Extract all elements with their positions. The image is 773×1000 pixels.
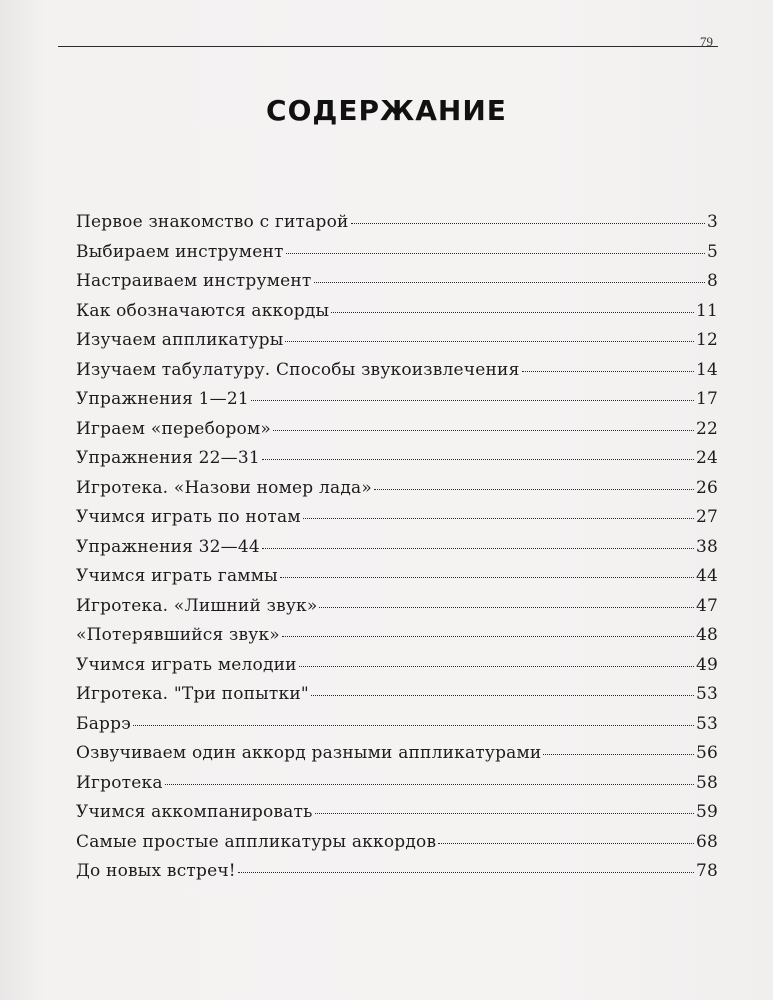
toc-entry-title: Учимся играть по нотам xyxy=(76,507,301,527)
toc-entry xyxy=(76,773,718,803)
toc-entry-page: 17 xyxy=(695,389,718,409)
toc-dot-leader xyxy=(314,282,705,283)
toc-entry xyxy=(76,832,718,862)
toc-entry-title: Учимся играть мелодии xyxy=(76,654,297,675)
toc-dot-leader xyxy=(319,607,693,608)
toc-entry xyxy=(76,330,718,360)
toc-entry xyxy=(76,507,718,537)
toc-dot-leader xyxy=(543,754,693,755)
toc-entry-page: 78 xyxy=(695,861,718,881)
toc-entry xyxy=(76,743,718,773)
toc-entry-title: Самые простые аппликатуры аккордов xyxy=(76,831,437,852)
toc-entry-title: До новых встреч! xyxy=(76,861,236,881)
toc-entry-page: 53 xyxy=(695,713,718,734)
toc-entry-title: Озвучиваем один аккорд разными аппликатурами xyxy=(76,743,542,763)
toc-entry xyxy=(76,566,718,596)
toc-dot-leader xyxy=(238,872,694,873)
toc-entry xyxy=(76,861,718,891)
toc-entry-page: 59 xyxy=(695,802,718,822)
toc-entry-page: 53 xyxy=(695,684,718,704)
toc-dot-leader xyxy=(303,518,694,519)
toc-entry-page: 14 xyxy=(695,359,718,380)
toc-entry-page: 24 xyxy=(695,448,718,468)
toc-entry-page: 5 xyxy=(706,241,718,262)
page-number: 79 xyxy=(700,34,713,49)
toc-entry-page: 26 xyxy=(695,477,718,498)
toc-dot-leader xyxy=(282,636,694,637)
toc-entry-title: Упражнения 22—31 xyxy=(76,448,260,468)
header-rule xyxy=(58,46,718,47)
toc-entry-page: 38 xyxy=(695,536,718,557)
toc-dot-leader xyxy=(165,784,694,785)
toc-entry-page: 12 xyxy=(695,330,718,350)
toc-dot-leader xyxy=(251,400,694,401)
toc-entry-page: 27 xyxy=(695,507,718,527)
toc-dot-leader xyxy=(273,430,694,431)
toc-dot-leader xyxy=(331,312,694,313)
toc-entry-page: 44 xyxy=(695,566,718,586)
toc-entry-page: 49 xyxy=(695,654,718,675)
toc-entry-title: Изучаем аппликатуры xyxy=(76,330,284,350)
toc-entry-title: Игротека. "Три попытки" xyxy=(76,684,309,704)
toc-dot-leader xyxy=(285,341,693,342)
toc-entry-page: 58 xyxy=(695,772,718,793)
toc-dot-leader xyxy=(311,695,694,696)
toc-entry-title: Баррэ xyxy=(76,713,131,734)
toc-entry xyxy=(76,478,718,508)
toc-entry xyxy=(76,360,718,390)
toc-dot-leader xyxy=(262,548,694,549)
toc-entry-title: Как обозначаются аккорды xyxy=(76,300,330,321)
toc-entry xyxy=(76,655,718,685)
toc-entry-page: 11 xyxy=(695,300,718,321)
toc-list xyxy=(76,212,718,891)
toc-entry xyxy=(76,537,718,567)
toc-entry xyxy=(76,684,718,714)
toc-entry-title: Игротека xyxy=(76,772,163,793)
toc-dot-leader xyxy=(299,666,694,667)
toc-entry-title: Учимся аккомпанировать xyxy=(76,802,313,822)
toc-entry xyxy=(76,389,718,419)
toc-entry xyxy=(76,271,718,301)
toc-dot-leader xyxy=(438,843,694,844)
toc-entry-page: 22 xyxy=(695,418,718,439)
toc-entry-title: Выбираем инструмент xyxy=(76,241,284,262)
toc-dot-leader xyxy=(262,459,694,460)
toc-entry-title: Упражнения 32—44 xyxy=(76,536,260,557)
toc-entry-title: Играем «перебором» xyxy=(76,418,271,439)
toc-entry-title: Игротека. «Назови номер лада» xyxy=(76,477,372,498)
toc-dot-leader xyxy=(374,489,694,490)
toc-dot-leader xyxy=(280,577,694,578)
toc-entry-title: Настраиваем инструмент xyxy=(76,271,312,291)
toc-entry xyxy=(76,802,718,832)
toc-entry xyxy=(76,625,718,655)
toc-dot-leader xyxy=(522,371,694,372)
toc-entry-page: 47 xyxy=(695,595,718,616)
toc-entry xyxy=(76,448,718,478)
toc-entry xyxy=(76,212,718,242)
toc-entry-page: 3 xyxy=(706,212,718,232)
toc-entry-page: 56 xyxy=(695,743,718,763)
toc-entry xyxy=(76,714,718,744)
toc-dot-leader xyxy=(133,725,694,726)
toc-entry-title: Упражнения 1—21 xyxy=(76,389,249,409)
toc-entry xyxy=(76,301,718,331)
toc-entry xyxy=(76,242,718,272)
toc-entry-page: 48 xyxy=(695,625,718,645)
toc-entry xyxy=(76,596,718,626)
toc-entry-page: 8 xyxy=(706,271,718,291)
toc-entry-title: Игротека. «Лишний звук» xyxy=(76,595,318,616)
toc-dot-leader xyxy=(286,253,705,254)
toc-entry-title: Первое знакомство с гитарой xyxy=(76,212,349,232)
toc-entry-title: «Потерявшийся звук» xyxy=(76,625,280,645)
toc-dot-leader xyxy=(351,223,705,224)
toc-entry-title: Изучаем табулатуру. Способы звукоизвлечения xyxy=(76,359,520,380)
toc-title: СОДЕРЖАНИЕ xyxy=(266,94,507,127)
toc-entry xyxy=(76,419,718,449)
toc-entry-title: Учимся играть гаммы xyxy=(76,566,278,586)
toc-entry-page: 68 xyxy=(695,831,718,852)
toc-dot-leader xyxy=(315,813,694,814)
